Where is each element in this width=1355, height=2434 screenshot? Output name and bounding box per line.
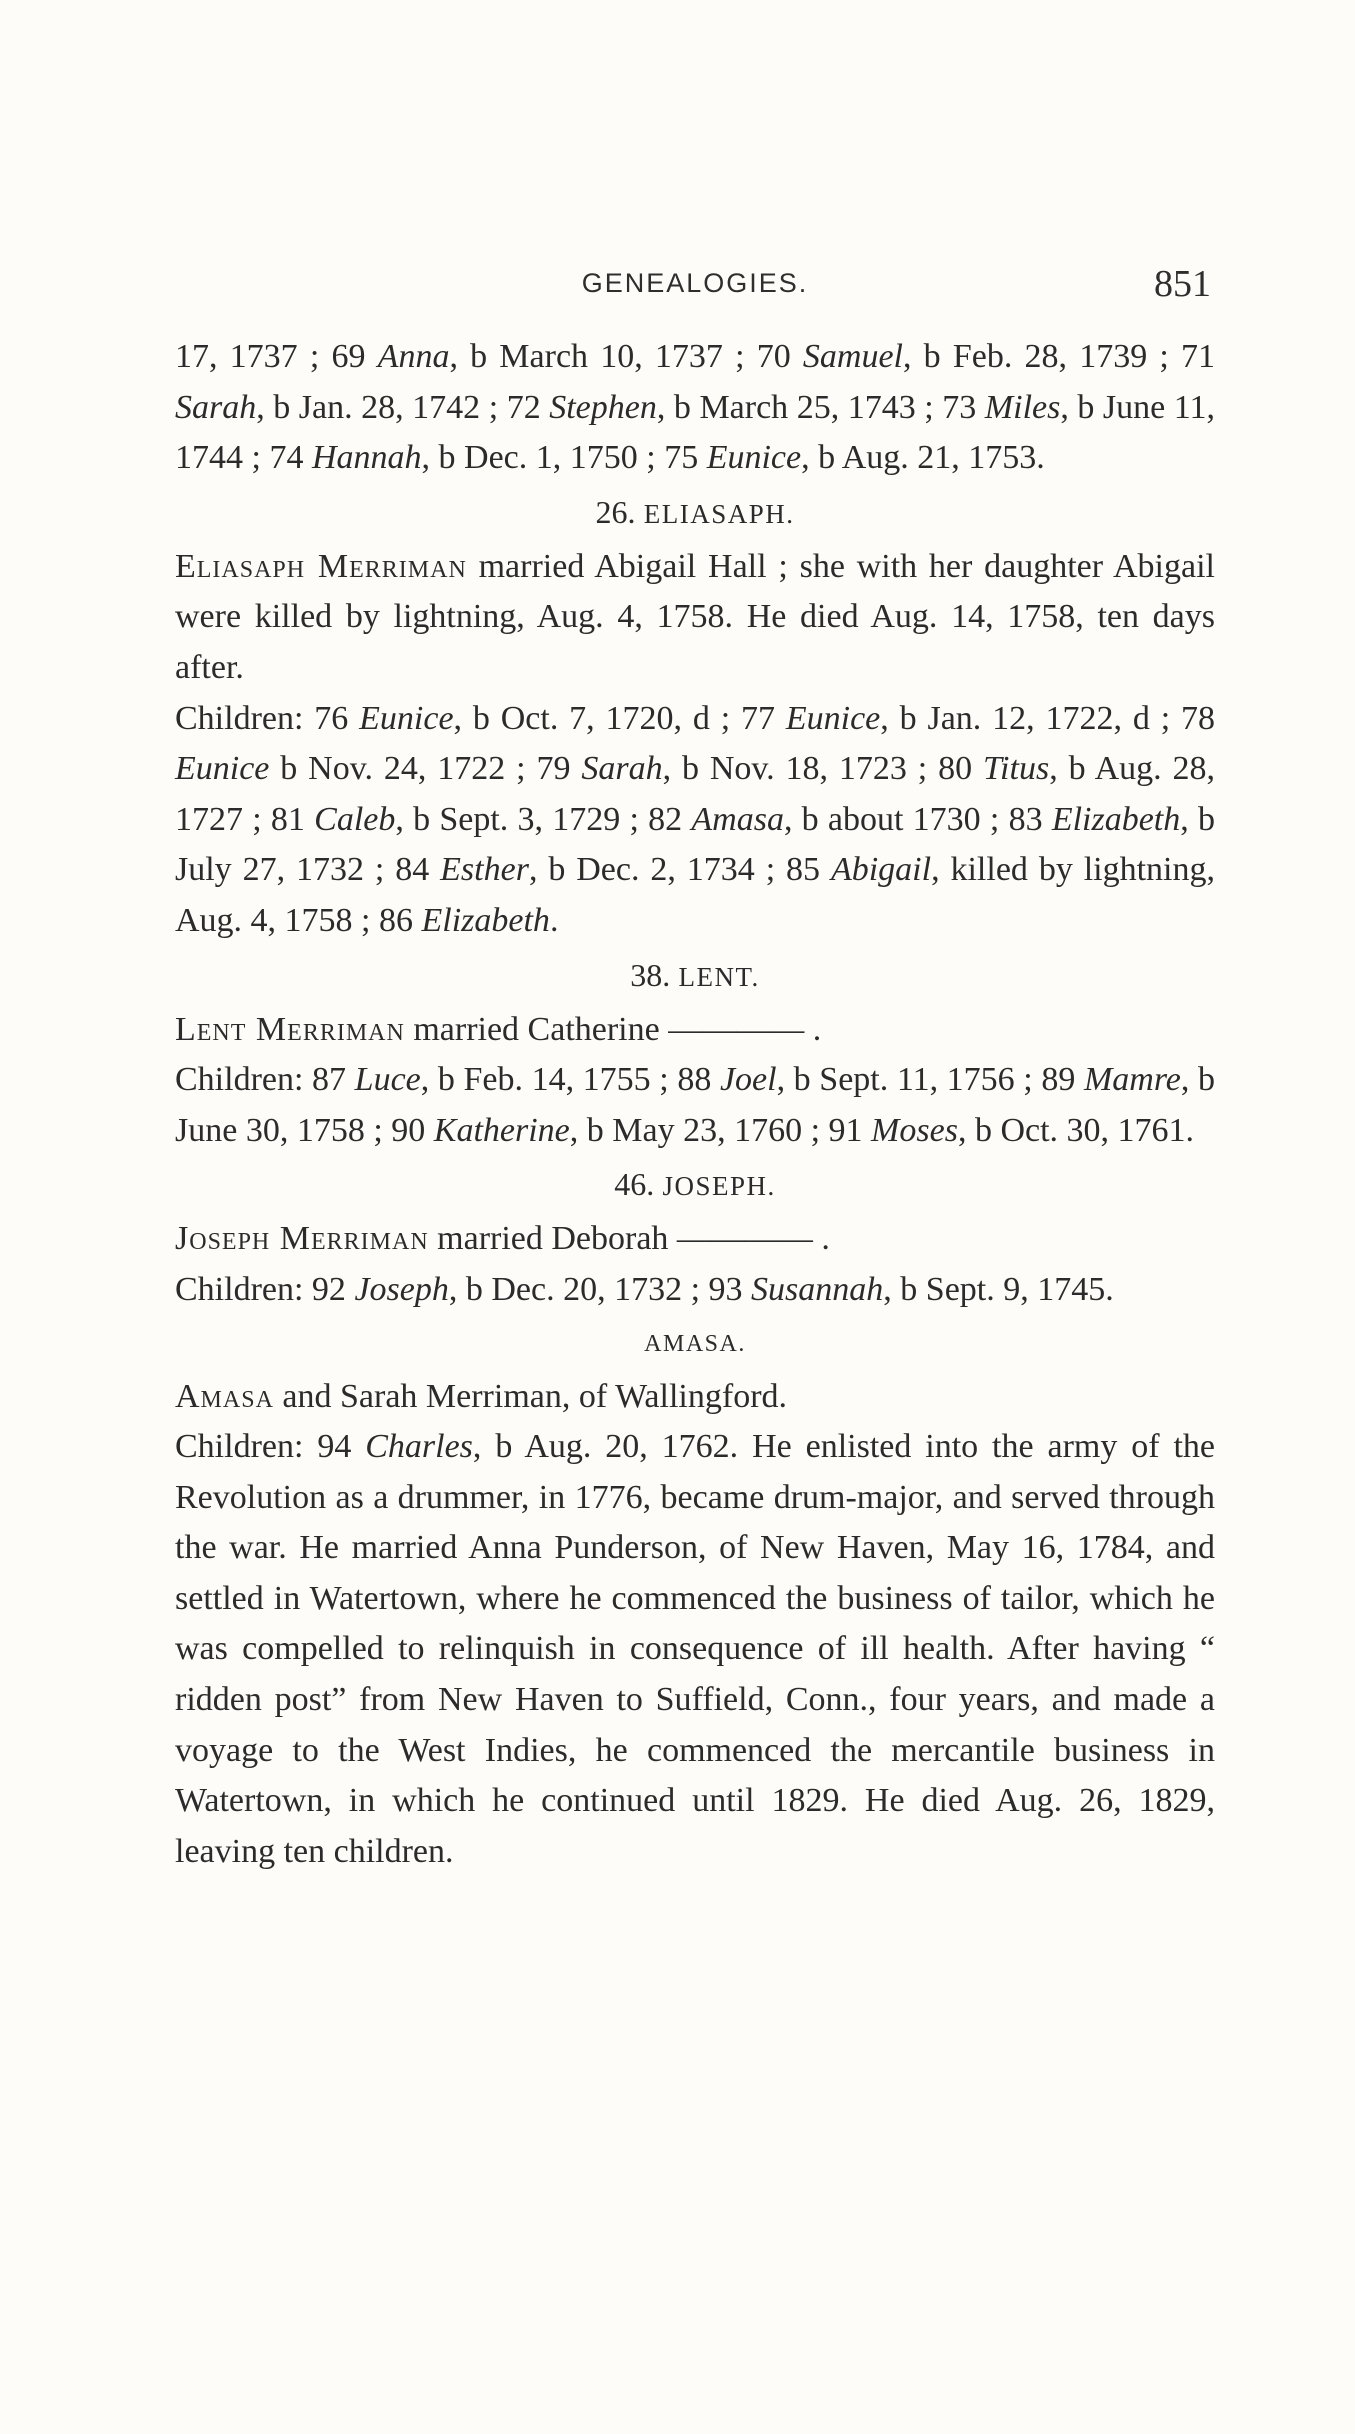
text-run: , b Sept. 9, 1745. <box>883 1270 1114 1308</box>
child-name: Anna <box>377 338 450 375</box>
child-name: Esther <box>440 851 529 889</box>
text-run: , b Oct. 7, 1720, d ; 77 <box>453 699 786 737</box>
text-run: , b Aug. 21, 1753. <box>801 439 1045 477</box>
section-heading-eliasaph <box>175 488 1215 538</box>
text-run: Children: 92 <box>175 1270 355 1308</box>
joseph-children <box>175 1265 1215 1316</box>
running-head <box>175 262 1215 314</box>
child-name: Abigail <box>830 851 932 889</box>
text-run: Children: 87 <box>175 1061 355 1099</box>
text-run: 17, 1737 ; 69 <box>175 338 378 375</box>
text-run: , b Dec. 20, 1732 ; 93 <box>448 1270 752 1308</box>
text-run: , b June 30, 1758 ; 90 <box>175 1061 1215 1149</box>
text-run: married Deborah ———— . <box>428 1220 830 1258</box>
section-name: AMASA. <box>644 1330 746 1357</box>
section-heading-joseph <box>175 1160 1215 1210</box>
person-name: Eliasaph Merriman <box>175 547 467 585</box>
text-run: , b March 25, 1743 ; 73 <box>656 388 985 426</box>
amasa-intro <box>175 1372 1215 1423</box>
section-name: JOSEPH. <box>662 1171 776 1202</box>
lent-children <box>175 1055 1215 1156</box>
child-name: Moses <box>871 1111 958 1149</box>
child-name: Miles <box>984 388 1061 426</box>
page-number: 851 <box>1154 263 1211 305</box>
section-heading-lent <box>175 951 1215 1001</box>
text-run: b Nov. 24, 1722 ; 79 <box>269 750 582 788</box>
section-number: 46. <box>614 1166 655 1203</box>
text-run: , b Jan. 12, 1722, d ; 78 <box>880 699 1215 737</box>
joseph-intro <box>175 1214 1215 1265</box>
text-run: , killed by lightning, Aug. 4, 1758 ; 86 <box>175 851 1216 939</box>
text-run: Children: 94 <box>175 1428 366 1466</box>
eliasaph-intro <box>175 542 1215 694</box>
text-run: , b June 11, 1744 ; 74 <box>175 388 1216 477</box>
child-name: Elizabeth <box>1051 800 1181 838</box>
text-run: , b May 23, 1760 ; 91 <box>569 1111 872 1149</box>
child-name: Eunice <box>706 439 802 477</box>
child-name: Elizabeth <box>421 901 550 939</box>
child-name: Katherine <box>433 1111 570 1149</box>
text-run: , b Sept. 11, 1756 ; 89 <box>776 1061 1084 1099</box>
child-name: Luce <box>354 1061 421 1099</box>
child-name: Susannah <box>751 1270 884 1308</box>
child-name: Titus <box>983 750 1050 788</box>
text-run: , b Aug. 20, 1762. He enlisted into the army of the Revolution as a drummer, in 1776, became drum-major, and served through the war. He married Anna Punderson, of New Haven, May 16, 1784, and settled in Watertown, where he commenced the business of tailor, which he was compelled to relinquish in consequence of ill health. After having “ ridden post” from New Haven to Suffield, Conn., four years, and made a voyage to the West Indies, he commenced the mercantile business in Watertown, in which he continued until 1829. He died Aug. 26, 1829, leaving ten children. <box>175 1428 1215 1870</box>
text-run: , b Aug. 28, 1727 ; 81 <box>175 750 1215 838</box>
child-name: Eunice <box>175 750 270 788</box>
text-run: . <box>549 901 559 939</box>
text-run: , b Oct. 30, 1761. <box>957 1111 1195 1149</box>
child-name: Hannah <box>311 439 422 477</box>
text-run: , b Jan. 28, 1742 ; 72 <box>256 388 550 426</box>
child-name: Sarah <box>175 388 257 426</box>
text-run: , b Dec. 1, 1750 ; 75 <box>421 439 707 477</box>
continuation-paragraph <box>175 332 1215 484</box>
text-run: , b Nov. 18, 1723 ; 80 <box>662 750 984 788</box>
text-run: , b July 27, 1732 ; 84 <box>175 800 1215 889</box>
book-page <box>175 262 1215 1877</box>
child-name: Joseph <box>354 1270 449 1308</box>
child-name: Stephen <box>549 388 657 426</box>
child-name: Joel <box>719 1061 777 1099</box>
child-name: Caleb <box>314 800 396 838</box>
child-name: Sarah <box>581 750 663 788</box>
page-content <box>175 332 1215 1877</box>
text-run: , b about 1730 ; 83 <box>783 800 1052 838</box>
text-run: married Catherine ———— . <box>404 1010 822 1048</box>
child-name: Samuel <box>802 338 903 375</box>
text-run: Children: 76 <box>175 699 360 737</box>
text-run: , b Feb. 14, 1755 ; 88 <box>420 1061 720 1099</box>
text-run: and Sarah Merriman, of Wallingford. <box>273 1377 788 1415</box>
text-run: , b Dec. 2, 1734 ; 85 <box>528 851 831 889</box>
child-name: Mamre <box>1083 1061 1181 1099</box>
child-name: Amasa <box>691 800 784 838</box>
section-heading-amasa <box>175 1320 1215 1368</box>
section-name: ELIASAPH. <box>643 498 795 529</box>
child-name: Eunice <box>785 699 881 737</box>
lent-intro <box>175 1005 1215 1056</box>
person-name: Amasa <box>175 1377 274 1415</box>
section-number: 26. <box>595 493 636 530</box>
section-number: 38. <box>630 956 671 993</box>
eliasaph-children <box>175 694 1215 947</box>
text-run: , b Sept. 3, 1729 ; 82 <box>395 800 692 838</box>
child-name: Charles <box>365 1428 473 1466</box>
person-name: Joseph Merriman <box>175 1220 429 1258</box>
text-run: married Abigail Hall ; she with her daughter Abigail were killed by lightning, Aug. 4, 1758. He died Aug. 14, 1758, ten days after. <box>175 547 1215 686</box>
person-name: Lent Merriman <box>175 1010 405 1048</box>
amasa-children <box>175 1422 1215 1877</box>
text-run: , b Feb. 28, 1739 ; 71 <box>902 338 1216 375</box>
running-title: GENEALOGIES. <box>581 268 809 298</box>
section-name: LENT. <box>678 961 760 992</box>
child-name: Eunice <box>359 699 454 737</box>
text-run: , b March 10, 1737 ; 70 <box>449 338 803 375</box>
